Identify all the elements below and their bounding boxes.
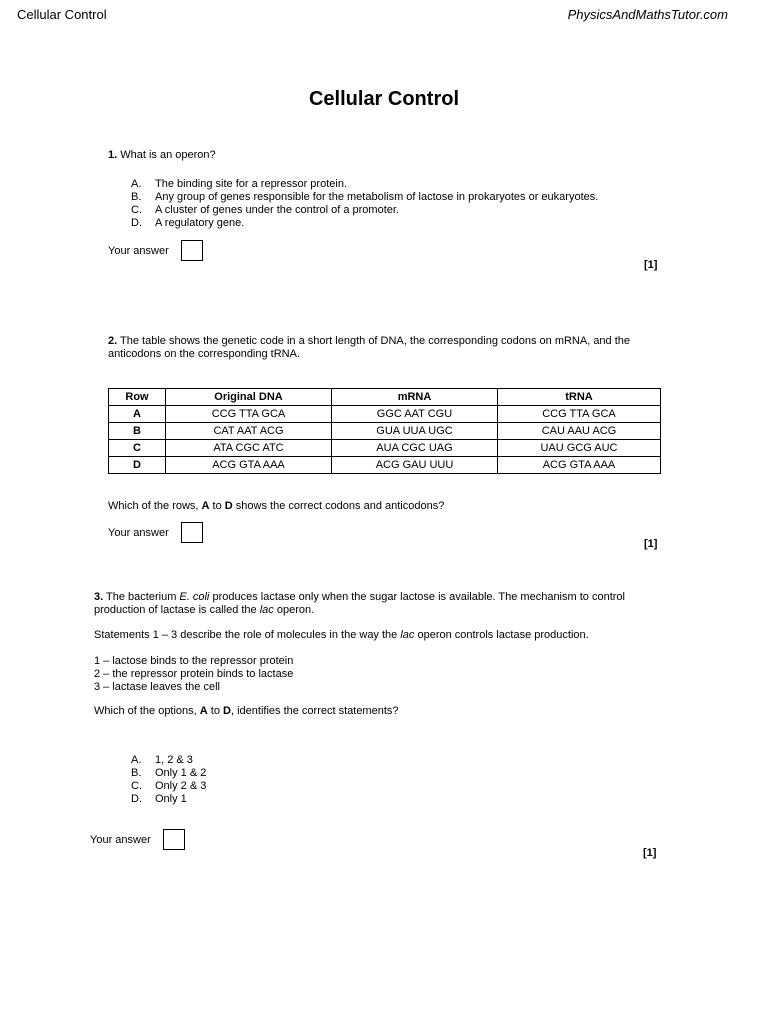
answer-label: Your answer <box>108 526 169 539</box>
option-text: Any group of genes responsible for the metabolism of lactose in prokaryotes or eukaryotes. <box>155 191 599 203</box>
table-cell: ACG GAU UUU <box>332 457 498 474</box>
q2-number: 2. <box>108 335 118 347</box>
q2-question <box>108 500 444 513</box>
q1-text: What is an operon? <box>120 149 216 161</box>
option-text: A cluster of genes under the control of a promoter. <box>155 204 399 216</box>
table-row <box>109 406 661 423</box>
q3-option-d <box>131 793 206 806</box>
q3-question-text: to <box>207 705 224 717</box>
q3-intro-text: operon. <box>273 604 315 616</box>
q2-question-bold-d: D <box>224 500 233 512</box>
table-header: Original DNA <box>166 389 332 406</box>
option-letter: C. <box>131 204 142 216</box>
option-letter: A. <box>131 754 142 766</box>
option-letter: D. <box>131 217 142 229</box>
header-right: PhysicsAndMathsTutor.com <box>567 7 728 22</box>
table-cell: CAU AAU ACG <box>498 423 661 440</box>
table-cell: C <box>109 440 166 457</box>
q3-answer-box[interactable] <box>163 829 185 850</box>
q1-option-c <box>131 204 598 217</box>
q1-option-d <box>131 217 598 230</box>
q3-option-b <box>131 767 206 780</box>
option-text: The binding site for a repressor protein. <box>155 178 347 190</box>
q2-question-bold-a: A <box>201 500 210 512</box>
table-cell: UAU GCG AUC <box>498 440 661 457</box>
q2-answer-box[interactable] <box>181 522 203 543</box>
table-header: mRNA <box>332 389 498 406</box>
q3-statement: 1 – lactose binds to the repressor protein <box>94 655 294 667</box>
q3-option-c <box>131 780 206 793</box>
q1-answer-row <box>108 240 203 261</box>
q1-answer-box[interactable] <box>181 240 203 261</box>
q3-answer-row <box>90 829 185 850</box>
table-cell: CCG TTA GCA <box>498 406 661 423</box>
q2-question-text: Which of the rows, <box>108 500 202 512</box>
q3-statements-lac: lac <box>400 629 415 641</box>
q1-mark: [1] <box>644 259 658 271</box>
option-text: A regulatory gene. <box>155 217 245 229</box>
q3-statements <box>94 655 293 694</box>
table-cell: GGC AAT CGU <box>332 406 498 423</box>
q3-question <box>94 705 399 718</box>
q3-number: 3. <box>94 591 104 603</box>
table-header-row <box>109 389 661 406</box>
q1-option-b <box>131 191 598 204</box>
table-cell: ACG GTA AAA <box>166 457 332 474</box>
q3-options <box>131 754 206 806</box>
answer-label: Your answer <box>90 833 151 846</box>
q3-statements-intro <box>94 629 589 642</box>
table-cell: ATA CGC ATC <box>166 440 332 457</box>
q3-statement: 3 – lactase leaves the cell <box>94 681 220 693</box>
q3-mark: [1] <box>643 847 657 859</box>
table-row <box>109 440 661 457</box>
q3-option-a <box>131 754 206 767</box>
q3-statements-text: operon controls lactase production. <box>414 629 589 641</box>
table-header: Row <box>109 389 166 406</box>
q3-statement: 2 – the repressor protein binds to lactase <box>94 668 294 680</box>
q3-intro-lac: lac <box>259 604 274 616</box>
table-cell: D <box>109 457 166 474</box>
table-cell: GUA UUA UGC <box>332 423 498 440</box>
q3-intro-ecoli: E. coli <box>179 591 210 603</box>
answer-label: Your answer <box>108 244 169 257</box>
table-row <box>109 423 661 440</box>
q3-intro-text: produces lactase only when the sugar lactose is available. The mechanism to control production of lactase is called the <box>94 591 625 616</box>
q1-options <box>131 178 598 230</box>
genetic-code-table <box>108 388 661 474</box>
q1-question <box>108 149 216 162</box>
option-letter: B. <box>131 767 142 779</box>
q3-statements-text: Statements 1 – 3 describe the role of molecules in the way the <box>94 629 401 641</box>
option-text: Only 2 & 3 <box>155 780 207 792</box>
q3-question-text: , identifies the correct statements? <box>230 705 399 717</box>
header-left: Cellular Control <box>17 7 107 22</box>
option-letter: A. <box>131 178 142 190</box>
option-text: 1, 2 & 3 <box>155 754 193 766</box>
q3-question-text: Which of the options, <box>94 705 200 717</box>
q3-intro-text: The bacterium <box>106 591 180 603</box>
table-row <box>109 457 661 474</box>
q2-intro-text: The table shows the genetic code in a short length of DNA, the corresponding codons on mRNA, and the anticodons on the corresponding tRNA. <box>108 335 631 360</box>
q2-intro <box>108 335 664 361</box>
option-text: Only 1 <box>155 793 187 805</box>
option-letter: D. <box>131 793 142 805</box>
table-header: tRNA <box>498 389 661 406</box>
option-text: Only 1 & 2 <box>155 767 207 779</box>
q1-option-a <box>131 178 598 191</box>
q3-question-bold-d: D <box>223 705 231 717</box>
q3-question-bold-a: A <box>199 705 208 717</box>
q2-answer-row <box>108 522 203 543</box>
table-cell: A <box>109 406 166 423</box>
q2-question-text: shows the correct codons and anticodons? <box>232 500 445 512</box>
table-cell: ACG GTA AAA <box>498 457 661 474</box>
q2-question-text: to <box>209 500 225 512</box>
q1-number: 1. <box>108 149 118 161</box>
table-cell: AUA CGC UAG <box>332 440 498 457</box>
option-letter: B. <box>131 191 142 203</box>
table-cell: B <box>109 423 166 440</box>
page-title: Cellular Control <box>308 88 459 110</box>
q2-mark: [1] <box>644 538 658 550</box>
table-cell: CCG TTA GCA <box>166 406 332 423</box>
q3-intro <box>94 591 664 617</box>
table-cell: CAT AAT ACG <box>166 423 332 440</box>
option-letter: C. <box>131 780 142 792</box>
